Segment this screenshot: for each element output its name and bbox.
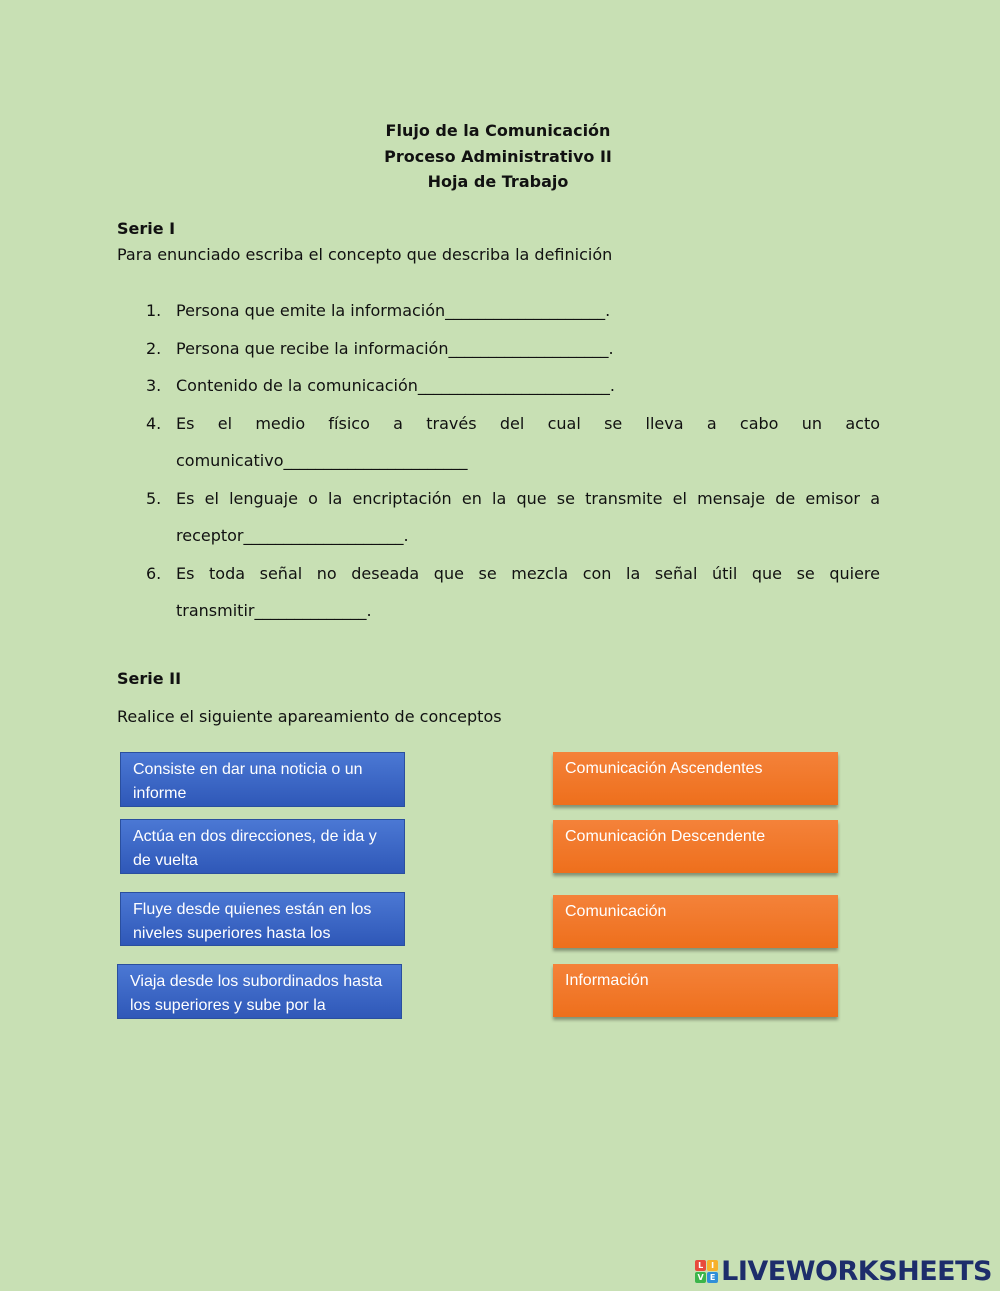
- serie1-title: Serie I: [117, 219, 176, 238]
- question-text: Es toda señal no deseada que se mezcla con la señal útil que se quiere transmitir______________.: [176, 563, 880, 620]
- question-text: Es el medio físico a través del cual se lleva a cabo un acto comunicativo_______________________: [176, 413, 880, 470]
- question-text: Contenido de la comunicación________________________.: [176, 376, 616, 395]
- concept-box[interactable]: Comunicación: [553, 895, 838, 948]
- question-item[interactable]: [146, 367, 880, 405]
- header-course: Proceso Administrativo II: [384, 146, 612, 166]
- brand-name: LIVEWORKSHEETS: [721, 1255, 992, 1287]
- question-number: 2.: [146, 338, 162, 358]
- question-item[interactable]: [146, 555, 880, 630]
- logo-letter: V: [695, 1272, 706, 1283]
- header-title: Flujo de la Comunicación: [385, 121, 611, 140]
- question-item[interactable]: [146, 480, 880, 555]
- header-subtitle: Hoja de Trabajo: [427, 172, 569, 191]
- question-text: Es el lenguaje o la encriptación en la que se transmite el mensaje de emisor a receptor____________________.: [176, 488, 880, 545]
- logo-letter: L: [695, 1260, 706, 1271]
- question-item[interactable]: [146, 330, 880, 368]
- definition-box[interactable]: Consiste en dar una noticia o un informe: [120, 752, 405, 807]
- concept-box[interactable]: Comunicación Ascendentes: [553, 752, 838, 805]
- question-number: 6.: [146, 563, 162, 583]
- question-number: 4.: [146, 413, 162, 433]
- serie1-instruction: Para enunciado escriba el concepto que describa la definición: [117, 245, 613, 264]
- serie2-instruction: Realice el siguiente apareamiento de conceptos: [117, 707, 502, 726]
- definition-box[interactable]: Viaja desde los subordinados hasta los superiores y sube por la: [117, 964, 402, 1019]
- definition-box[interactable]: Actúa en dos direcciones, de ida y de vuelta: [120, 819, 405, 874]
- logo-letter: I: [707, 1260, 718, 1271]
- definition-box[interactable]: Fluye desde quienes están en los niveles superiores hasta los: [120, 892, 405, 946]
- question-list: [146, 292, 880, 630]
- question-item[interactable]: [146, 405, 880, 480]
- concept-box[interactable]: Comunicación Descendente: [553, 820, 838, 873]
- serie2-title: Serie II: [117, 669, 182, 688]
- question-text: Persona que emite la información____________________.: [176, 301, 611, 320]
- logo-letter: E: [707, 1272, 718, 1283]
- worksheet-header: [0, 118, 996, 195]
- concept-box[interactable]: Información: [553, 964, 838, 1017]
- question-number: 1.: [146, 301, 162, 320]
- brand-icon: [695, 1260, 718, 1283]
- question-text: Persona que recibe la información____________________.: [176, 338, 614, 358]
- question-item[interactable]: [146, 292, 880, 330]
- liveworksheets-logo[interactable]: [695, 1255, 992, 1287]
- question-number: 5.: [146, 488, 162, 508]
- question-number: 3.: [146, 376, 162, 395]
